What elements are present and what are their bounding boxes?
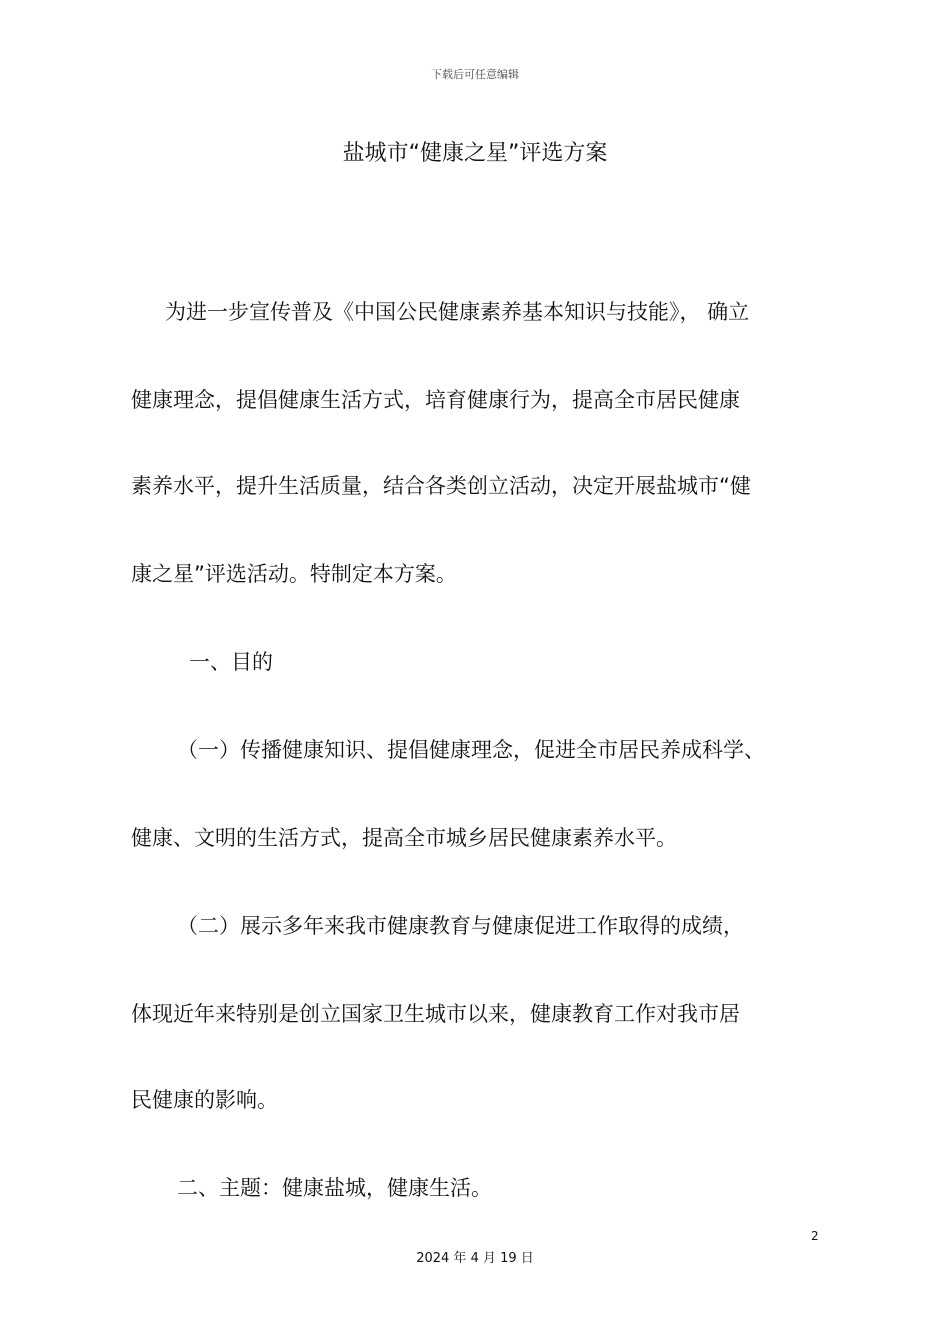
section-heading: 二、主题：健康盐城，健康生活。 — [177, 1176, 492, 1200]
section-heading: 一、目的 — [189, 650, 273, 674]
footer-date: 2024 年 4 月 19 日 — [416, 1251, 534, 1266]
document-title: 盐城市“健康之星”评选方案 — [342, 141, 608, 166]
paragraph-line: 健康理念，提倡健康生活方式，培育健康行为，提高全市居民健康 — [131, 388, 740, 412]
paragraph-line: 健康、文明的生活方式，提高全市城乡居民健康素养水平。 — [131, 826, 677, 850]
paragraph-line: 康之星”评选活动。特制定本方案。 — [131, 562, 457, 586]
paragraph-line: 民健康的影响。 — [131, 1088, 278, 1112]
paragraph-line: 体现近年来特别是创立国家卫生城市以来，健康教育工作对我市居 — [131, 1002, 740, 1026]
paragraph-line: （一）传播健康知识、提倡健康理念，促进全市居民养成科学、 — [177, 738, 765, 762]
paragraph-line: 素养水平，提升生活质量，结合各类创立活动，决定开展盐城市“健 — [131, 474, 751, 498]
paragraph-line: （二）展示多年来我市健康教育与健康促进工作取得的成绩， — [177, 914, 744, 938]
paragraph-line: 为进一步宣传普及《中国公民健康素养基本知识与技能》， 确立 — [165, 300, 750, 324]
page-number: 2 — [811, 1229, 819, 1243]
header-note: 下载后可任意编辑 — [431, 68, 519, 81]
